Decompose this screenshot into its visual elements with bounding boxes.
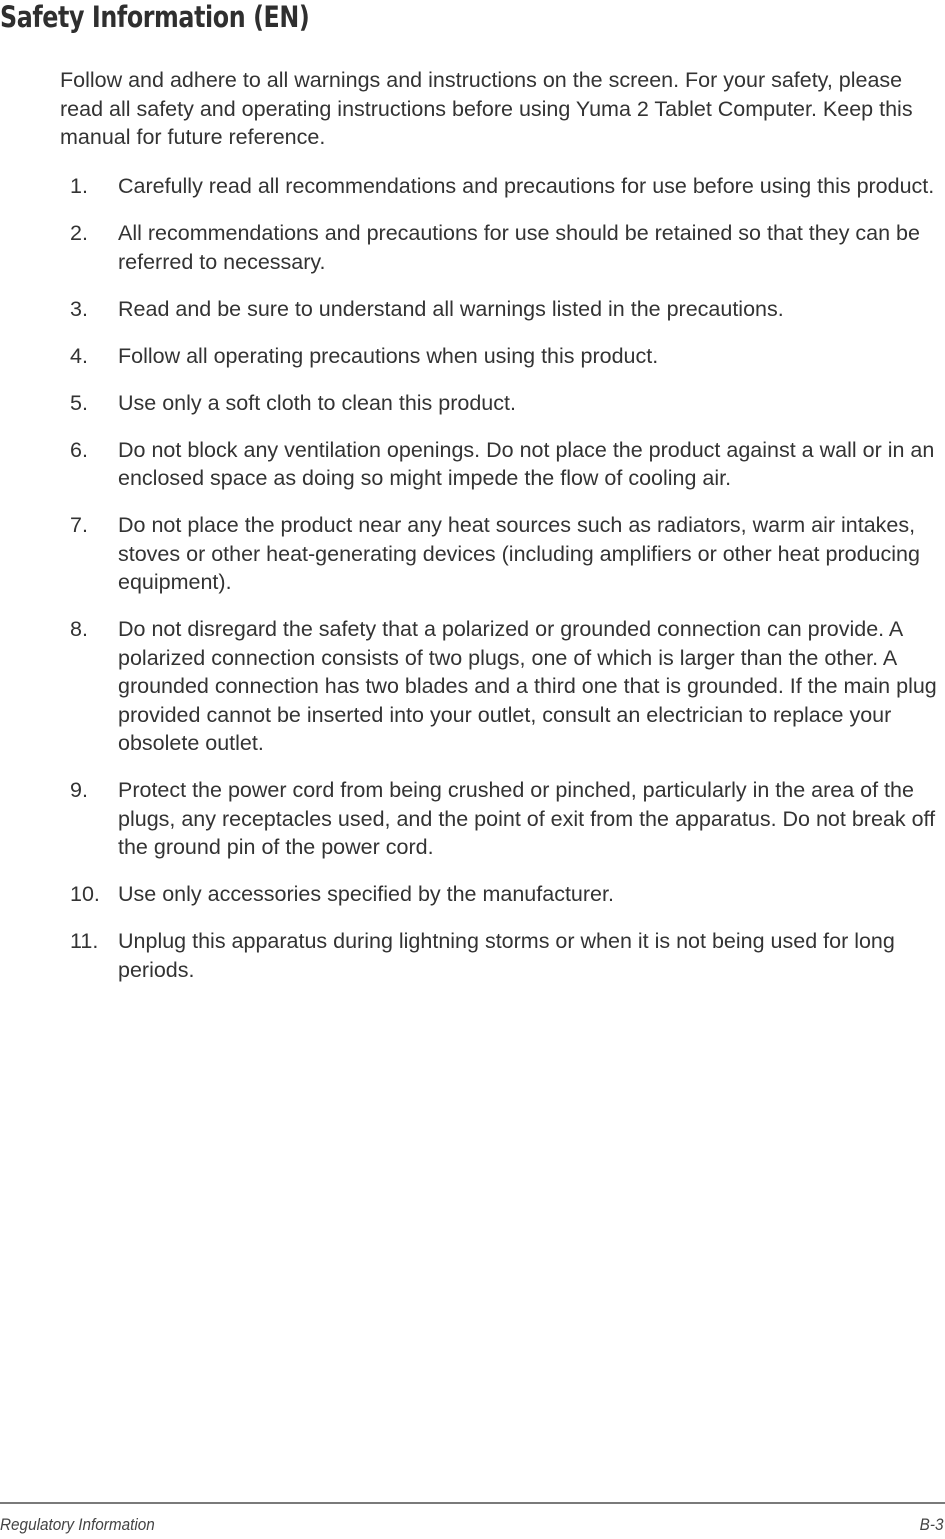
list-item-number: 6.: [70, 437, 88, 462]
list-item: [60, 342, 944, 371]
list-item-text: Read and be sure to understand all warnings listed in the precautions.: [118, 296, 784, 321]
list-item-number: 8.: [70, 617, 88, 641]
list-item-number: 3.: [70, 296, 88, 321]
list-item-number: 4.: [70, 343, 88, 368]
list-item: [60, 389, 944, 418]
list-item-number: 1.: [70, 174, 88, 198]
list-item-text: Carefully read all recommendations and precautions for use before using this product.: [118, 174, 935, 198]
list-item-number: 11.: [70, 929, 99, 953]
list-item-number: 7.: [70, 513, 88, 537]
list-item-number: 2.: [70, 221, 88, 245]
list-item: [60, 615, 944, 758]
list-item-number: 10.: [70, 882, 100, 906]
list-item-number: 9.: [70, 778, 88, 802]
list-item-text: All recommendations and precautions for use should be retained so that they can be referred to necessary.: [118, 221, 920, 274]
intro-paragraph: Follow and adhere to all warnings and instructions on the screen. For your safety, please read all safety and operating instructions before using Yuma 2 Tablet Computer. Keep this manual for future reference.: [60, 68, 913, 149]
list-item-text: Use only accessories specified by the manufacturer.: [118, 882, 614, 906]
safety-instructions-list: [60, 172, 944, 1003]
list-item: [60, 927, 944, 984]
footer-divider: [0, 1502, 945, 1504]
list-item: [60, 880, 944, 909]
list-item-number: 5.: [70, 390, 88, 415]
list-item: [60, 511, 944, 597]
list-item-text: Use only a soft cloth to clean this product.: [118, 390, 516, 415]
list-item-text: Do not block any ventilation openings. Do not place the product against a wall or in an enclosed space as doing so might impede the flow of cooling air.: [118, 437, 935, 490]
list-item-text: Protect the power cord from being crushed or pinched, particularly in the area of the plugs, any receptacles used, and the point of exit from the apparatus. Do not break off the ground pin of the power cord.: [118, 778, 936, 859]
list-item-text: Do not place the product near any heat sources such as radiators, warm air intakes, stoves or other heat-generating devices (including amplifiers or other heat producing equipment).: [118, 513, 920, 594]
list-item-text: Unplug this apparatus during lightning storms or when it is not being used for long periods.: [118, 929, 895, 982]
list-item: [60, 436, 944, 493]
page-title: Safety Information (EN): [0, 0, 310, 34]
list-item: [60, 172, 944, 201]
list-item: [60, 295, 944, 324]
footer-section-label: Regulatory Information: [0, 1515, 155, 1534]
list-item: [60, 219, 944, 276]
list-item-text: Do not disregard the safety that a polarized or grounded connection can provide. A polarized connection consists of two plugs, one of which is larger than the other. A grounded connection has two blades and a third one that is grounded. If the main plug provided cannot be inserted into your outlet, consult an electrician to replace your obsolete outlet.: [118, 617, 937, 755]
footer-page-number: B-3: [919, 1515, 943, 1534]
list-item-text: Follow all operating precautions when using this product.: [118, 343, 659, 368]
list-item: [60, 776, 944, 862]
